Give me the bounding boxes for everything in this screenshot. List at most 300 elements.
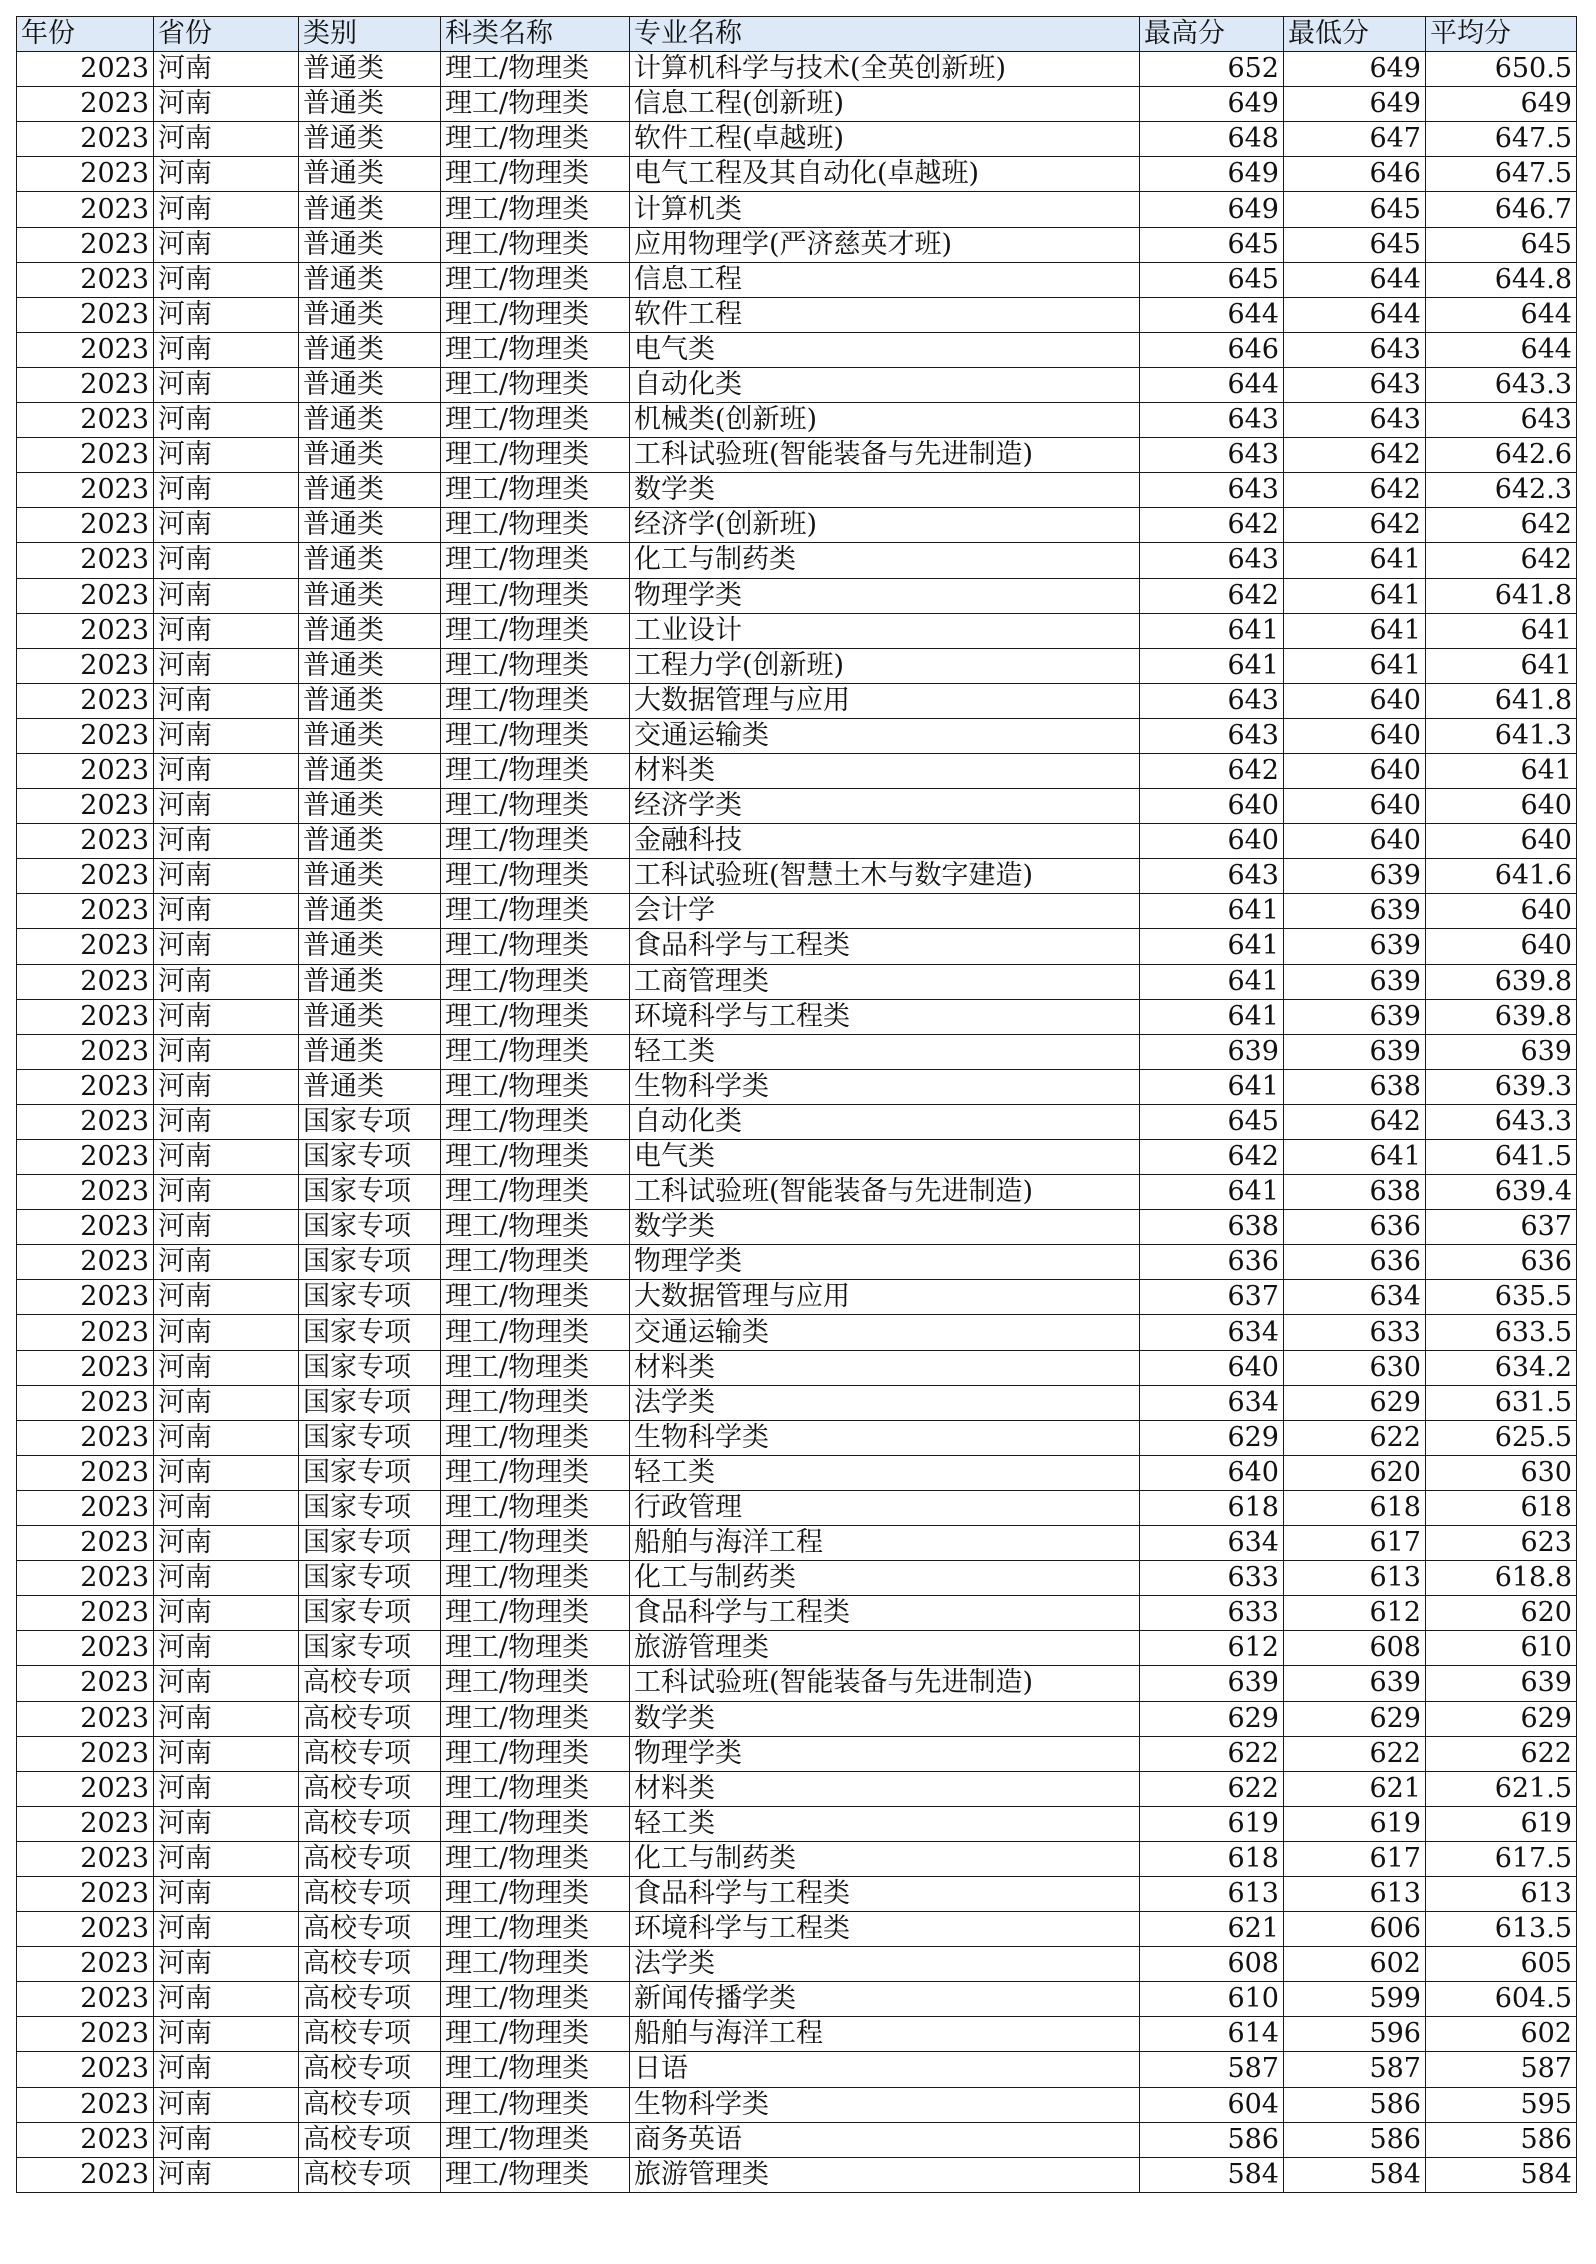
major-cell[interactable]: 计算机类 [630, 192, 1140, 227]
avg-score-cell[interactable]: 602 [1426, 2017, 1577, 2052]
max-score-cell[interactable]: 649 [1140, 157, 1284, 192]
max-score-cell[interactable]: 586 [1140, 2122, 1284, 2157]
subject-type-cell[interactable]: 理工/物理类 [441, 332, 630, 367]
major-cell[interactable]: 法学类 [630, 1385, 1140, 1420]
province-cell[interactable]: 河南 [154, 332, 299, 367]
avg-score-cell[interactable]: 629 [1426, 1701, 1577, 1736]
year-cell[interactable]: 2023 [17, 1420, 154, 1455]
max-score-cell[interactable]: 641 [1140, 648, 1284, 683]
max-score-cell[interactable]: 644 [1140, 297, 1284, 332]
max-score-cell[interactable]: 634 [1140, 1526, 1284, 1561]
min-score-cell[interactable]: 620 [1284, 1455, 1426, 1490]
category-cell[interactable]: 国家专项 [299, 1175, 441, 1210]
min-score-cell[interactable]: 640 [1284, 824, 1426, 859]
avg-score-cell[interactable]: 641.8 [1426, 683, 1577, 718]
min-score-cell[interactable]: 634 [1284, 1280, 1426, 1315]
major-cell[interactable]: 电气工程及其自动化(卓越班) [630, 157, 1140, 192]
min-score-cell[interactable]: 643 [1284, 332, 1426, 367]
min-score-cell[interactable]: 587 [1284, 2052, 1426, 2087]
min-score-cell[interactable]: 618 [1284, 1490, 1426, 1525]
max-score-cell[interactable]: 641 [1140, 894, 1284, 929]
max-score-cell[interactable]: 584 [1140, 2157, 1284, 2192]
province-cell[interactable]: 河南 [154, 1912, 299, 1947]
category-cell[interactable]: 国家专项 [299, 1245, 441, 1280]
min-score-cell[interactable]: 645 [1284, 192, 1426, 227]
avg-score-cell[interactable]: 625.5 [1426, 1420, 1577, 1455]
province-cell[interactable]: 河南 [154, 1666, 299, 1701]
category-cell[interactable]: 普通类 [299, 1069, 441, 1104]
header-max-score[interactable]: 最高分 [1140, 17, 1284, 52]
min-score-cell[interactable]: 645 [1284, 227, 1426, 262]
max-score-cell[interactable]: 643 [1140, 438, 1284, 473]
year-cell[interactable]: 2023 [17, 1069, 154, 1104]
min-score-cell[interactable]: 599 [1284, 1982, 1426, 2017]
avg-score-cell[interactable]: 631.5 [1426, 1385, 1577, 1420]
subject-type-cell[interactable]: 理工/物理类 [441, 683, 630, 718]
category-cell[interactable]: 普通类 [299, 824, 441, 859]
avg-score-cell[interactable]: 649 [1426, 87, 1577, 122]
avg-score-cell[interactable]: 641.8 [1426, 578, 1577, 613]
major-cell[interactable]: 大数据管理与应用 [630, 683, 1140, 718]
avg-score-cell[interactable]: 630 [1426, 1455, 1577, 1490]
year-cell[interactable]: 2023 [17, 718, 154, 753]
subject-type-cell[interactable]: 理工/物理类 [441, 718, 630, 753]
avg-score-cell[interactable]: 639.4 [1426, 1175, 1577, 1210]
category-cell[interactable]: 普通类 [299, 227, 441, 262]
major-cell[interactable]: 材料类 [630, 1350, 1140, 1385]
year-cell[interactable]: 2023 [17, 1806, 154, 1841]
avg-score-cell[interactable]: 613 [1426, 1876, 1577, 1911]
category-cell[interactable]: 普通类 [299, 753, 441, 788]
province-cell[interactable]: 河南 [154, 894, 299, 929]
year-cell[interactable]: 2023 [17, 2017, 154, 2052]
province-cell[interactable]: 河南 [154, 1034, 299, 1069]
subject-type-cell[interactable]: 理工/物理类 [441, 1245, 630, 1280]
avg-score-cell[interactable]: 643.3 [1426, 1104, 1577, 1139]
province-cell[interactable]: 河南 [154, 543, 299, 578]
year-cell[interactable]: 2023 [17, 2087, 154, 2122]
max-score-cell[interactable]: 643 [1140, 859, 1284, 894]
major-cell[interactable]: 旅游管理类 [630, 1631, 1140, 1666]
min-score-cell[interactable]: 641 [1284, 578, 1426, 613]
max-score-cell[interactable]: 613 [1140, 1876, 1284, 1911]
major-cell[interactable]: 经济学类 [630, 789, 1140, 824]
subject-type-cell[interactable]: 理工/物理类 [441, 1841, 630, 1876]
subject-type-cell[interactable]: 理工/物理类 [441, 157, 630, 192]
province-cell[interactable]: 河南 [154, 789, 299, 824]
subject-type-cell[interactable]: 理工/物理类 [441, 1175, 630, 1210]
subject-type-cell[interactable]: 理工/物理类 [441, 1420, 630, 1455]
avg-score-cell[interactable]: 645 [1426, 227, 1577, 262]
province-cell[interactable]: 河南 [154, 1701, 299, 1736]
avg-score-cell[interactable]: 644 [1426, 332, 1577, 367]
avg-score-cell[interactable]: 643 [1426, 403, 1577, 438]
year-cell[interactable]: 2023 [17, 1596, 154, 1631]
header-subject-type[interactable]: 科类名称 [441, 17, 630, 52]
max-score-cell[interactable]: 641 [1140, 613, 1284, 648]
avg-score-cell[interactable]: 635.5 [1426, 1280, 1577, 1315]
major-cell[interactable]: 生物科学类 [630, 2087, 1140, 2122]
max-score-cell[interactable]: 645 [1140, 1104, 1284, 1139]
category-cell[interactable]: 高校专项 [299, 1947, 441, 1982]
subject-type-cell[interactable]: 理工/物理类 [441, 1140, 630, 1175]
year-cell[interactable]: 2023 [17, 52, 154, 87]
avg-score-cell[interactable]: 595 [1426, 2087, 1577, 2122]
min-score-cell[interactable]: 602 [1284, 1947, 1426, 1982]
province-cell[interactable]: 河南 [154, 1806, 299, 1841]
min-score-cell[interactable]: 612 [1284, 1596, 1426, 1631]
province-cell[interactable]: 河南 [154, 192, 299, 227]
avg-score-cell[interactable]: 639 [1426, 1666, 1577, 1701]
min-score-cell[interactable]: 622 [1284, 1420, 1426, 1455]
max-score-cell[interactable]: 641 [1140, 929, 1284, 964]
province-cell[interactable]: 河南 [154, 438, 299, 473]
major-cell[interactable]: 环境科学与工程类 [630, 999, 1140, 1034]
min-score-cell[interactable]: 586 [1284, 2087, 1426, 2122]
min-score-cell[interactable]: 641 [1284, 1140, 1426, 1175]
category-cell[interactable]: 普通类 [299, 52, 441, 87]
max-score-cell[interactable]: 642 [1140, 1140, 1284, 1175]
subject-type-cell[interactable]: 理工/物理类 [441, 2157, 630, 2192]
max-score-cell[interactable]: 643 [1140, 543, 1284, 578]
category-cell[interactable]: 国家专项 [299, 1210, 441, 1245]
province-cell[interactable]: 河南 [154, 227, 299, 262]
max-score-cell[interactable]: 641 [1140, 964, 1284, 999]
category-cell[interactable]: 普通类 [299, 929, 441, 964]
min-score-cell[interactable]: 586 [1284, 2122, 1426, 2157]
min-score-cell[interactable]: 644 [1284, 262, 1426, 297]
avg-score-cell[interactable]: 618 [1426, 1490, 1577, 1525]
year-cell[interactable]: 2023 [17, 1455, 154, 1490]
min-score-cell[interactable]: 629 [1284, 1385, 1426, 1420]
major-cell[interactable]: 工科试验班(智能装备与先进制造) [630, 1175, 1140, 1210]
subject-type-cell[interactable]: 理工/物理类 [441, 1490, 630, 1525]
subject-type-cell[interactable]: 理工/物理类 [441, 367, 630, 402]
major-cell[interactable]: 电气类 [630, 332, 1140, 367]
subject-type-cell[interactable]: 理工/物理类 [441, 824, 630, 859]
avg-score-cell[interactable]: 620 [1426, 1596, 1577, 1631]
year-cell[interactable]: 2023 [17, 824, 154, 859]
subject-type-cell[interactable]: 理工/物理类 [441, 753, 630, 788]
year-cell[interactable]: 2023 [17, 1631, 154, 1666]
year-cell[interactable]: 2023 [17, 1876, 154, 1911]
major-cell[interactable]: 旅游管理类 [630, 2157, 1140, 2192]
province-cell[interactable]: 河南 [154, 2017, 299, 2052]
subject-type-cell[interactable]: 理工/物理类 [441, 1561, 630, 1596]
avg-score-cell[interactable]: 640 [1426, 789, 1577, 824]
year-cell[interactable]: 2023 [17, 964, 154, 999]
major-cell[interactable]: 应用物理学(严济慈英才班) [630, 227, 1140, 262]
province-cell[interactable]: 河南 [154, 613, 299, 648]
category-cell[interactable]: 普通类 [299, 894, 441, 929]
major-cell[interactable]: 信息工程(创新班) [630, 87, 1140, 122]
category-cell[interactable]: 普通类 [299, 473, 441, 508]
max-score-cell[interactable]: 649 [1140, 192, 1284, 227]
major-cell[interactable]: 机械类(创新班) [630, 403, 1140, 438]
min-score-cell[interactable]: 629 [1284, 1701, 1426, 1736]
min-score-cell[interactable]: 644 [1284, 297, 1426, 332]
avg-score-cell[interactable]: 641 [1426, 753, 1577, 788]
major-cell[interactable]: 数学类 [630, 1210, 1140, 1245]
category-cell[interactable]: 普通类 [299, 157, 441, 192]
subject-type-cell[interactable]: 理工/物理类 [441, 473, 630, 508]
province-cell[interactable]: 河南 [154, 508, 299, 543]
year-cell[interactable]: 2023 [17, 508, 154, 543]
province-cell[interactable]: 河南 [154, 1596, 299, 1631]
avg-score-cell[interactable]: 618.8 [1426, 1561, 1577, 1596]
max-score-cell[interactable]: 648 [1140, 122, 1284, 157]
year-cell[interactable]: 2023 [17, 1912, 154, 1947]
min-score-cell[interactable]: 639 [1284, 1034, 1426, 1069]
avg-score-cell[interactable]: 584 [1426, 2157, 1577, 2192]
avg-score-cell[interactable]: 623 [1426, 1526, 1577, 1561]
avg-score-cell[interactable]: 619 [1426, 1806, 1577, 1841]
subject-type-cell[interactable]: 理工/物理类 [441, 1069, 630, 1104]
year-cell[interactable]: 2023 [17, 1490, 154, 1525]
avg-score-cell[interactable]: 621.5 [1426, 1771, 1577, 1806]
header-province[interactable]: 省份 [154, 17, 299, 52]
min-score-cell[interactable]: 636 [1284, 1210, 1426, 1245]
major-cell[interactable]: 轻工类 [630, 1806, 1140, 1841]
major-cell[interactable]: 计算机科学与技术(全英创新班) [630, 52, 1140, 87]
subject-type-cell[interactable]: 理工/物理类 [441, 578, 630, 613]
category-cell[interactable]: 国家专项 [299, 1526, 441, 1561]
category-cell[interactable]: 国家专项 [299, 1350, 441, 1385]
min-score-cell[interactable]: 638 [1284, 1175, 1426, 1210]
max-score-cell[interactable]: 621 [1140, 1912, 1284, 1947]
major-cell[interactable]: 大数据管理与应用 [630, 1280, 1140, 1315]
subject-type-cell[interactable]: 理工/物理类 [441, 1876, 630, 1911]
major-cell[interactable]: 数学类 [630, 473, 1140, 508]
major-cell[interactable]: 食品科学与工程类 [630, 1876, 1140, 1911]
avg-score-cell[interactable]: 642 [1426, 543, 1577, 578]
max-score-cell[interactable]: 633 [1140, 1596, 1284, 1631]
category-cell[interactable]: 国家专项 [299, 1596, 441, 1631]
avg-score-cell[interactable]: 617.5 [1426, 1841, 1577, 1876]
year-cell[interactable]: 2023 [17, 1561, 154, 1596]
min-score-cell[interactable]: 608 [1284, 1631, 1426, 1666]
max-score-cell[interactable]: 618 [1140, 1841, 1284, 1876]
subject-type-cell[interactable]: 理工/物理类 [441, 929, 630, 964]
header-year[interactable]: 年份 [17, 17, 154, 52]
year-cell[interactable]: 2023 [17, 1771, 154, 1806]
category-cell[interactable]: 普通类 [299, 262, 441, 297]
subject-type-cell[interactable]: 理工/物理类 [441, 648, 630, 683]
major-cell[interactable]: 工商管理类 [630, 964, 1140, 999]
major-cell[interactable]: 商务英语 [630, 2122, 1140, 2157]
year-cell[interactable]: 2023 [17, 999, 154, 1034]
max-score-cell[interactable]: 640 [1140, 1350, 1284, 1385]
major-cell[interactable]: 工科试验班(智能装备与先进制造) [630, 438, 1140, 473]
province-cell[interactable]: 河南 [154, 683, 299, 718]
major-cell[interactable]: 化工与制药类 [630, 543, 1140, 578]
major-cell[interactable]: 交通运输类 [630, 718, 1140, 753]
major-cell[interactable]: 信息工程 [630, 262, 1140, 297]
province-cell[interactable]: 河南 [154, 1140, 299, 1175]
subject-type-cell[interactable]: 理工/物理类 [441, 1385, 630, 1420]
max-score-cell[interactable]: 641 [1140, 1069, 1284, 1104]
avg-score-cell[interactable]: 641.3 [1426, 718, 1577, 753]
max-score-cell[interactable]: 610 [1140, 1982, 1284, 2017]
avg-score-cell[interactable]: 643.3 [1426, 367, 1577, 402]
category-cell[interactable]: 高校专项 [299, 1736, 441, 1771]
major-cell[interactable]: 轻工类 [630, 1034, 1140, 1069]
year-cell[interactable]: 2023 [17, 578, 154, 613]
min-score-cell[interactable]: 642 [1284, 438, 1426, 473]
major-cell[interactable]: 环境科学与工程类 [630, 1912, 1140, 1947]
category-cell[interactable]: 普通类 [299, 122, 441, 157]
subject-type-cell[interactable]: 理工/物理类 [441, 1280, 630, 1315]
subject-type-cell[interactable]: 理工/物理类 [441, 1455, 630, 1490]
category-cell[interactable]: 高校专项 [299, 2157, 441, 2192]
subject-type-cell[interactable]: 理工/物理类 [441, 52, 630, 87]
subject-type-cell[interactable]: 理工/物理类 [441, 403, 630, 438]
max-score-cell[interactable]: 641 [1140, 1175, 1284, 1210]
max-score-cell[interactable]: 645 [1140, 262, 1284, 297]
max-score-cell[interactable]: 643 [1140, 403, 1284, 438]
avg-score-cell[interactable]: 636 [1426, 1245, 1577, 1280]
major-cell[interactable]: 工科试验班(智慧土木与数字建造) [630, 859, 1140, 894]
min-score-cell[interactable]: 646 [1284, 157, 1426, 192]
min-score-cell[interactable]: 617 [1284, 1526, 1426, 1561]
year-cell[interactable]: 2023 [17, 753, 154, 788]
province-cell[interactable]: 河南 [154, 1069, 299, 1104]
max-score-cell[interactable]: 640 [1140, 1455, 1284, 1490]
year-cell[interactable]: 2023 [17, 1140, 154, 1175]
category-cell[interactable]: 国家专项 [299, 1140, 441, 1175]
avg-score-cell[interactable]: 640 [1426, 929, 1577, 964]
category-cell[interactable]: 国家专项 [299, 1280, 441, 1315]
category-cell[interactable]: 高校专项 [299, 1841, 441, 1876]
avg-score-cell[interactable]: 642 [1426, 508, 1577, 543]
year-cell[interactable]: 2023 [17, 403, 154, 438]
max-score-cell[interactable]: 643 [1140, 683, 1284, 718]
avg-score-cell[interactable]: 642.3 [1426, 473, 1577, 508]
min-score-cell[interactable]: 613 [1284, 1561, 1426, 1596]
category-cell[interactable]: 普通类 [299, 438, 441, 473]
subject-type-cell[interactable]: 理工/物理类 [441, 2017, 630, 2052]
min-score-cell[interactable]: 643 [1284, 403, 1426, 438]
year-cell[interactable]: 2023 [17, 122, 154, 157]
subject-type-cell[interactable]: 理工/物理类 [441, 859, 630, 894]
max-score-cell[interactable]: 634 [1140, 1385, 1284, 1420]
subject-type-cell[interactable]: 理工/物理类 [441, 227, 630, 262]
min-score-cell[interactable]: 642 [1284, 1104, 1426, 1139]
province-cell[interactable]: 河南 [154, 1455, 299, 1490]
subject-type-cell[interactable]: 理工/物理类 [441, 1631, 630, 1666]
year-cell[interactable]: 2023 [17, 1175, 154, 1210]
year-cell[interactable]: 2023 [17, 438, 154, 473]
min-score-cell[interactable]: 639 [1284, 894, 1426, 929]
min-score-cell[interactable]: 622 [1284, 1736, 1426, 1771]
max-score-cell[interactable]: 646 [1140, 332, 1284, 367]
province-cell[interactable]: 河南 [154, 1104, 299, 1139]
year-cell[interactable]: 2023 [17, 297, 154, 332]
major-cell[interactable]: 船舶与海洋工程 [630, 2017, 1140, 2052]
min-score-cell[interactable]: 621 [1284, 1771, 1426, 1806]
province-cell[interactable]: 河南 [154, 1771, 299, 1806]
avg-score-cell[interactable]: 640 [1426, 824, 1577, 859]
category-cell[interactable]: 普通类 [299, 508, 441, 543]
subject-type-cell[interactable]: 理工/物理类 [441, 2122, 630, 2157]
year-cell[interactable]: 2023 [17, 1280, 154, 1315]
max-score-cell[interactable]: 637 [1140, 1280, 1284, 1315]
major-cell[interactable]: 自动化类 [630, 367, 1140, 402]
max-score-cell[interactable]: 629 [1140, 1420, 1284, 1455]
major-cell[interactable]: 电气类 [630, 1140, 1140, 1175]
subject-type-cell[interactable]: 理工/物理类 [441, 87, 630, 122]
year-cell[interactable]: 2023 [17, 1526, 154, 1561]
header-category[interactable]: 类别 [299, 17, 441, 52]
max-score-cell[interactable]: 639 [1140, 1666, 1284, 1701]
major-cell[interactable]: 工程力学(创新班) [630, 648, 1140, 683]
min-score-cell[interactable]: 606 [1284, 1912, 1426, 1947]
avg-score-cell[interactable]: 639.8 [1426, 964, 1577, 999]
province-cell[interactable]: 河南 [154, 929, 299, 964]
category-cell[interactable]: 国家专项 [299, 1490, 441, 1525]
year-cell[interactable]: 2023 [17, 683, 154, 718]
max-score-cell[interactable]: 642 [1140, 508, 1284, 543]
min-score-cell[interactable]: 638 [1284, 1069, 1426, 1104]
category-cell[interactable]: 高校专项 [299, 1912, 441, 1947]
min-score-cell[interactable]: 636 [1284, 1245, 1426, 1280]
year-cell[interactable]: 2023 [17, 1385, 154, 1420]
min-score-cell[interactable]: 639 [1284, 1666, 1426, 1701]
avg-score-cell[interactable]: 639.3 [1426, 1069, 1577, 1104]
subject-type-cell[interactable]: 理工/物理类 [441, 999, 630, 1034]
avg-score-cell[interactable]: 640 [1426, 894, 1577, 929]
year-cell[interactable]: 2023 [17, 648, 154, 683]
min-score-cell[interactable]: 639 [1284, 929, 1426, 964]
avg-score-cell[interactable]: 644.8 [1426, 262, 1577, 297]
max-score-cell[interactable]: 629 [1140, 1701, 1284, 1736]
max-score-cell[interactable]: 642 [1140, 578, 1284, 613]
subject-type-cell[interactable]: 理工/物理类 [441, 297, 630, 332]
subject-type-cell[interactable]: 理工/物理类 [441, 789, 630, 824]
avg-score-cell[interactable]: 587 [1426, 2052, 1577, 2087]
year-cell[interactable]: 2023 [17, 1245, 154, 1280]
min-score-cell[interactable]: 640 [1284, 789, 1426, 824]
major-cell[interactable]: 材料类 [630, 1771, 1140, 1806]
avg-score-cell[interactable]: 633.5 [1426, 1315, 1577, 1350]
max-score-cell[interactable]: 643 [1140, 718, 1284, 753]
year-cell[interactable]: 2023 [17, 2157, 154, 2192]
province-cell[interactable]: 河南 [154, 1280, 299, 1315]
year-cell[interactable]: 2023 [17, 1350, 154, 1385]
max-score-cell[interactable]: 639 [1140, 1034, 1284, 1069]
year-cell[interactable]: 2023 [17, 2052, 154, 2087]
year-cell[interactable]: 2023 [17, 157, 154, 192]
avg-score-cell[interactable]: 586 [1426, 2122, 1577, 2157]
max-score-cell[interactable]: 640 [1140, 824, 1284, 859]
subject-type-cell[interactable]: 理工/物理类 [441, 1526, 630, 1561]
province-cell[interactable]: 河南 [154, 1631, 299, 1666]
min-score-cell[interactable]: 641 [1284, 543, 1426, 578]
category-cell[interactable]: 国家专项 [299, 1631, 441, 1666]
min-score-cell[interactable]: 617 [1284, 1841, 1426, 1876]
header-major[interactable]: 专业名称 [630, 17, 1140, 52]
avg-score-cell[interactable]: 641 [1426, 613, 1577, 648]
category-cell[interactable]: 国家专项 [299, 1104, 441, 1139]
province-cell[interactable]: 河南 [154, 1982, 299, 2017]
category-cell[interactable]: 普通类 [299, 192, 441, 227]
year-cell[interactable]: 2023 [17, 613, 154, 648]
province-cell[interactable]: 河南 [154, 473, 299, 508]
category-cell[interactable]: 高校专项 [299, 2052, 441, 2087]
major-cell[interactable]: 交通运输类 [630, 1315, 1140, 1350]
min-score-cell[interactable]: 639 [1284, 859, 1426, 894]
province-cell[interactable]: 河南 [154, 578, 299, 613]
